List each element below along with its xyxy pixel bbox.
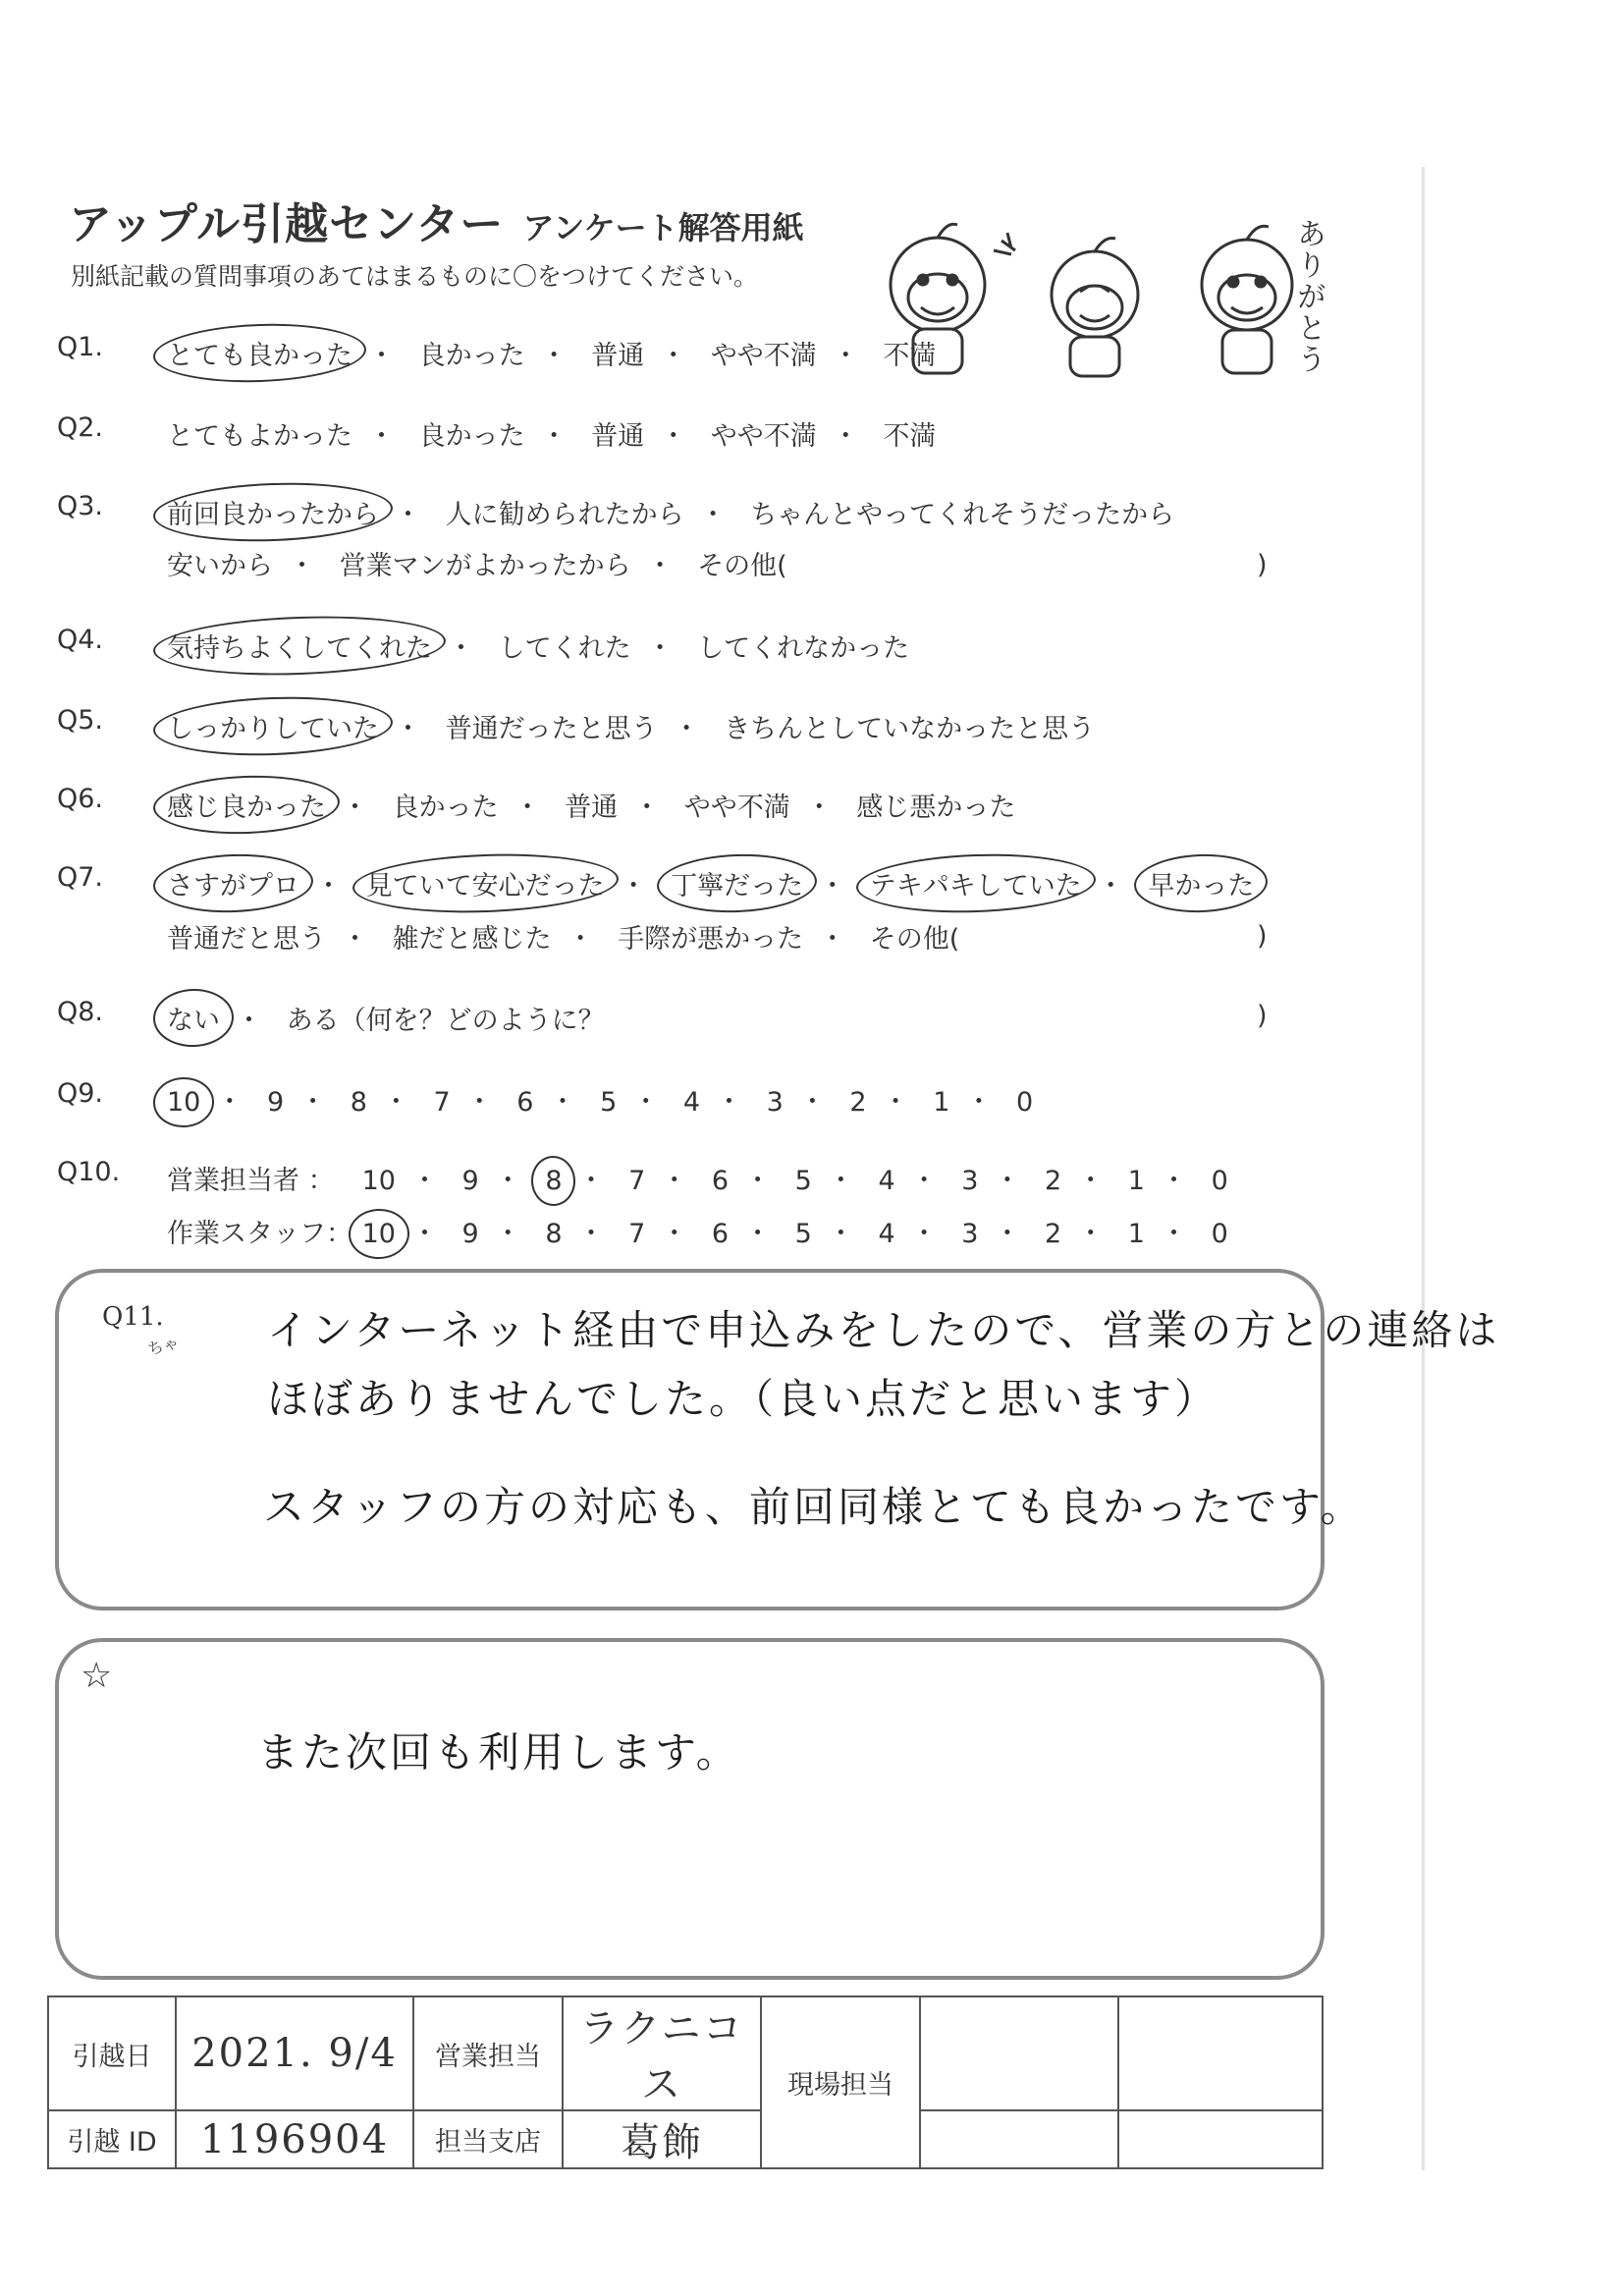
q1-option-circled[interactable]: とても良かった: [167, 334, 352, 372]
q4-option[interactable]: してくれなかった: [697, 633, 910, 664]
q2-option[interactable]: やや不満: [710, 421, 817, 452]
q2-option[interactable]: 普通: [591, 421, 645, 452]
question-number: Q1.: [57, 332, 104, 362]
sales-score[interactable]: 2: [1045, 1166, 1062, 1196]
q9-score[interactable]: 9: [266, 1087, 285, 1118]
question-6: Q6. 感じ良かった ・ 良かった ・ 普通 ・ やや不満 ・ 感じ悪かった: [57, 784, 1016, 823]
move-id-label: 引越 ID: [48, 2110, 176, 2168]
star-handwritten-line: また次回も利用します。: [257, 1728, 740, 1777]
q2-option[interactable]: とてもよかった: [167, 421, 352, 452]
question-7: Q7. さすがプロ ・ 見ていて安心だった ・ 丁寧だった ・ テキパキしていた ・ 早かった 普通だと思う ・ 雑だと感じた ・ 手際が悪かった ・ その他( ): [57, 862, 1268, 955]
site-rep-cell[interactable]: [1118, 1996, 1323, 2110]
branch-label: 担当支店: [413, 2110, 563, 2168]
q9-score[interactable]: 2: [849, 1087, 867, 1118]
question-10: Q10. 営業担当者 ： 10 ・ 9 ・ 8 ・ 7 ・ 6 ・ 5 ・ 4 ・ 3 ・ 2 ・ 1 ・ 0 作業スタッフ： 10 ・ 9 ・ 8 ・ 7 ・ 6 ・ 5 ・ 4 ・ 3 ・ 2 ・ 1 ・ 0: [57, 1157, 1228, 1249]
site-rep-cell[interactable]: [920, 2110, 1118, 2168]
question-number: Q3.: [57, 491, 104, 521]
q6-option-circled[interactable]: 感じ良かった: [167, 786, 326, 824]
q2-option[interactable]: 不満: [883, 421, 937, 452]
q7-option[interactable]: 雑だと感じた: [392, 924, 552, 955]
sales-score[interactable]: 1: [1127, 1166, 1145, 1196]
q9-score-circled[interactable]: 10: [167, 1087, 201, 1118]
staff-score[interactable]: 3: [961, 1219, 979, 1249]
q8-option-circled[interactable]: ない: [167, 999, 220, 1037]
q9-score[interactable]: 7: [433, 1087, 451, 1118]
q7-option-circled[interactable]: 早かった: [1148, 864, 1254, 902]
footer-row: [48, 1996, 1323, 2110]
question-number: Q9.: [57, 1078, 104, 1109]
sales-score[interactable]: 0: [1211, 1166, 1228, 1196]
question-1: Q1. とても良かった ・ 良かった ・ 普通 ・ やや不満 ・ 不満: [57, 332, 937, 371]
form-title: アンケート解答用紙: [522, 209, 804, 246]
question-3: Q3. 前回良かったから ・ 人に勧められたから ・ ちゃんとやってくれそうだったから 安いから ・ 営業マンがよかったから ・ その他( ): [57, 491, 1268, 581]
q6-option[interactable]: 良かった: [392, 793, 499, 823]
staff-score[interactable]: 8: [545, 1219, 563, 1249]
q2-option[interactable]: 良かった: [418, 421, 525, 452]
sales-score[interactable]: 3: [961, 1166, 979, 1196]
footer-info-table: [47, 1995, 1324, 2169]
q7-option[interactable]: その他(: [869, 924, 960, 955]
question-number: Q5.: [57, 705, 104, 736]
staff-score-circled[interactable]: 10: [361, 1219, 396, 1249]
footer-row: [48, 2110, 1323, 2168]
q3-option[interactable]: 安いから: [167, 551, 273, 581]
question-number: Q4.: [57, 625, 104, 655]
q5-option[interactable]: きちんとしていなかったと思う: [724, 714, 1096, 744]
q5-option[interactable]: 普通だったと思う: [445, 714, 658, 744]
staff-score[interactable]: 5: [794, 1219, 812, 1249]
q1-option[interactable]: 不満: [883, 341, 937, 371]
q6-option[interactable]: やや不満: [683, 793, 790, 823]
q5-option-circled[interactable]: しっかりしていた: [167, 707, 379, 745]
q11-label: Q11.: [102, 1302, 164, 1332]
q1-option[interactable]: 良かった: [418, 341, 525, 371]
staff-score[interactable]: 2: [1045, 1219, 1062, 1249]
question-number: Q2.: [57, 412, 104, 443]
q9-score[interactable]: 8: [350, 1087, 367, 1118]
staff-score[interactable]: 4: [878, 1219, 895, 1249]
question-2: Q2. とてもよかった ・ 良かった ・ 普通 ・ やや不満 ・ 不満: [57, 412, 937, 452]
company-name: アップル引越センター: [69, 199, 505, 249]
site-rep-label: 現場担当: [761, 1996, 920, 2168]
q6-option[interactable]: 普通: [565, 793, 619, 823]
q3-close-paren: ): [1257, 550, 1268, 580]
branch-value[interactable]: 葛飾: [563, 2110, 761, 2168]
q3-option[interactable]: ちゃんとやってくれそうだったから: [750, 500, 1175, 530]
q7-option-circled[interactable]: さすがプロ: [167, 864, 299, 902]
page-edge-line: [1422, 167, 1425, 2170]
instructions-text: 別紙記載の質問事項のあてはまるものに〇をつけてください。: [71, 262, 759, 291]
move-date-value[interactable]: 2021. 9/4: [176, 1996, 413, 2110]
q7-option[interactable]: 手際が悪かった: [618, 924, 804, 955]
q11-handwritten-line: ほぼありませんでした。（良い点だと思います）: [267, 1375, 1219, 1423]
q3-option[interactable]: 営業マンがよかったから: [339, 551, 631, 581]
q9-score[interactable]: 1: [933, 1087, 950, 1118]
q1-option[interactable]: 普通: [591, 341, 645, 371]
q9-score[interactable]: 5: [600, 1087, 618, 1118]
q7-option-circled[interactable]: テキパキしていた: [870, 864, 1082, 902]
site-rep-cell[interactable]: [1118, 2110, 1323, 2168]
q11-handwritten-line: スタッフの方の対応も、前回同様とても良かったです。: [263, 1483, 1365, 1531]
q1-option[interactable]: やや不満: [710, 341, 817, 371]
q3-option-circled[interactable]: 前回良かったから: [167, 493, 379, 531]
thanks-text: ありがとう: [1291, 218, 1325, 375]
q7-close-paren: ): [1257, 921, 1268, 952]
sales-rep-label: 営業担当: [413, 1996, 563, 2110]
staff-rating-label: 作業スタッフ：: [167, 1219, 352, 1249]
staff-score[interactable]: 0: [1211, 1219, 1228, 1249]
sales-rating-label: 営業担当者 ：: [167, 1166, 335, 1196]
site-rep-cell[interactable]: [920, 1996, 1118, 2110]
q7-option[interactable]: 普通だと思う: [167, 924, 326, 955]
q11-handwritten-line: インターネット経由で申込みをしたので、営業の方との連絡は: [267, 1306, 1500, 1354]
question-9: Q9. 10 ・ 9 ・ 8 ・ 7 ・ 6 ・ 5 ・ 4 ・ 3 ・ 2 ・ 1 ・ 0: [57, 1078, 1034, 1118]
sales-score[interactable]: 7: [628, 1166, 646, 1196]
sales-score-circled[interactable]: 8: [545, 1166, 563, 1196]
sales-score[interactable]: 4: [878, 1166, 895, 1196]
q9-score[interactable]: 4: [682, 1087, 701, 1118]
q9-score[interactable]: 6: [516, 1087, 534, 1118]
star-comment-box[interactable]: [55, 1638, 1325, 1980]
question-8: Q8. ない ・ ある（何を？どのように？ ): [57, 997, 1268, 1036]
question-number: Q6.: [57, 784, 104, 814]
q8-close-paren: ): [1257, 1001, 1268, 1031]
question-5: Q5. しっかりしていた ・ 普通だったと思う ・ きちんとしていなかったと思う: [57, 705, 1096, 744]
q8-option[interactable]: ある（何を？どのように？: [286, 1006, 605, 1036]
staff-score[interactable]: 1: [1127, 1219, 1145, 1249]
q9-score[interactable]: 3: [766, 1087, 784, 1118]
question-number: Q8.: [57, 997, 104, 1027]
move-id-value[interactable]: 1196904: [176, 2110, 413, 2168]
q4-option[interactable]: してくれた: [498, 633, 631, 664]
star-icon: ☆: [81, 1656, 113, 1696]
sales-score[interactable]: 6: [711, 1166, 730, 1196]
question-4: Q4. 気持ちよくしてくれた ・ してくれた ・ してくれなかった: [57, 625, 910, 664]
question-number: Q10.: [57, 1157, 121, 1187]
q7-option-circled[interactable]: 丁寧だった: [671, 864, 803, 902]
q11-small-mark: ちゃ: [145, 1333, 182, 1359]
q4-option-circled[interactable]: 気持ちよくしてくれた: [167, 627, 432, 665]
q3-option[interactable]: その他(: [697, 551, 787, 581]
q9-score[interactable]: 0: [1015, 1087, 1034, 1118]
sales-score[interactable]: 9: [461, 1166, 479, 1196]
q7-option-circled[interactable]: 見ていて安心だった: [366, 864, 605, 902]
question-number: Q7.: [57, 862, 104, 893]
move-date-label: 引越日: [48, 1996, 176, 2110]
q3-option[interactable]: 人に勧められたから: [445, 500, 684, 530]
sales-score[interactable]: 10: [361, 1166, 396, 1196]
staff-score[interactable]: 7: [628, 1219, 646, 1249]
q6-option[interactable]: 感じ悪かった: [856, 793, 1016, 823]
sales-rep-value[interactable]: ラクニコス: [563, 1996, 761, 2110]
staff-score[interactable]: 9: [461, 1219, 479, 1249]
sales-score[interactable]: 5: [794, 1166, 812, 1196]
form-header: [69, 189, 804, 251]
staff-score[interactable]: 6: [711, 1219, 730, 1249]
